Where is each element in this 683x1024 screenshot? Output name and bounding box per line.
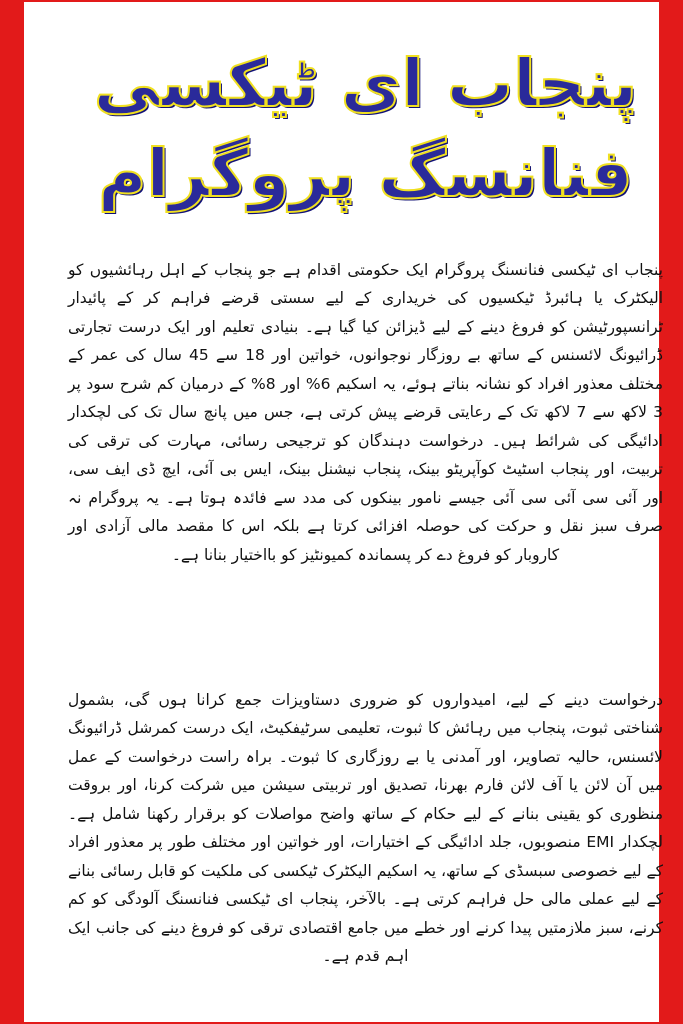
paragraph-intro: پنجاب ای ٹیکسی فنانسنگ پروگرام ایک حکومتی اقدام ہے جو پنجاب کے اہل رہائشیوں کو الیکٹرک یا ہائبرڈ ٹیکسیوں کی خریداری کے لیے سستی قرضے فراہم کر کے پائیدار ٹرانسپورٹیشن کو فروغ دینے کے لیے ڈیزائن کیا گیا ہے۔ بنیادی تعلیم اور ایک درست تجارتی ڈرائیونگ لائسنس کے ساتھ بے روزگار نوجوانوں، خواتین اور 18 سے 45 سال کی عمر کے مختلف معذور افراد کو نشانہ بناتے ہوئے، یہ اسکیم 6% اور 8% کے درمیان کم شرح سود پر 3 لاکھ سے 7 لاکھ تک کے رعایتی قرضے پیش کرتی ہے، جس میں پانچ سال تک کی لچکدار ادائیگی کی شرائط ہیں۔ درخواست دہندگان کو ترجیحی رسائی، مہارت کی ترقی کی تربیت، اور پنجاب اسٹیٹ کوآپریٹو بینک، پنجاب نیشنل بینک، ایس بی آئی، ایچ ڈی ایف سی، اور آئی سی آئی سی آئی جیسے نامور بینکوں کی مدد سے فائدہ ہوتا ہے۔ یہ پروگرام نہ صرف سبز نقل و حرکت کی حوصلہ افزائی کرتا ہے بلکہ اس کا مقصد مالی آزادی اور کاروبار کو فروغ دے کر پسماندہ کمیونٹیز کو بااختیار بنانا ہے۔ <box>68 260 663 564</box>
paragraph-application: درخواست دینے کے لیے، امیدواروں کو ضروری دستاویزات جمع کرانا ہوں گی، بشمول شناختی ثبوت، پنجاب میں رہائش کا ثبوت، تعلیمی سرٹیفکیٹ، ایک درست کمرشل ڈرائیونگ لائسنس، حالیہ تصاویر، اور آمدنی یا بے روزگاری کا ثبوت۔ براہ راست درخواست کے عمل میں آن لائن یا آف لائن فارم بھرنا، تصدیق اور تربیتی سیشن میں شرکت کرنا، اور بروقت منظوری کو یقینی بنانے کے لیے حکام کے ساتھ واضح مواصلات کو برقرار رکھنا شامل ہے۔ لچکدار EMI منصوبوں، جلد ادائیگی کے اختیارات، اور خواتین اور مختلف طور پر معذور افراد کے لیے خصوصی سبسڈی کے ساتھ، یہ اسکیم الیکٹرک ٹیکسی کی ملکیت کو قابل رسائی بنانے کے لیے عملی مالی حل فراہم کرتی ہے۔ بالآخر، پنجاب ای ٹیکسی فنانسنگ آلودگی کو کم کرنے، سبز ملازمتیں پیدا کرنے اور خطے میں جامع اقتصادی ترقی کو فروغ دینے کی جانب ایک اہم قدم ہے۔ <box>68 690 663 965</box>
title-line-2: فنانسگ پروگرام <box>98 135 633 212</box>
title-line-1: پنجاب ای ٹیکسی <box>93 45 638 122</box>
